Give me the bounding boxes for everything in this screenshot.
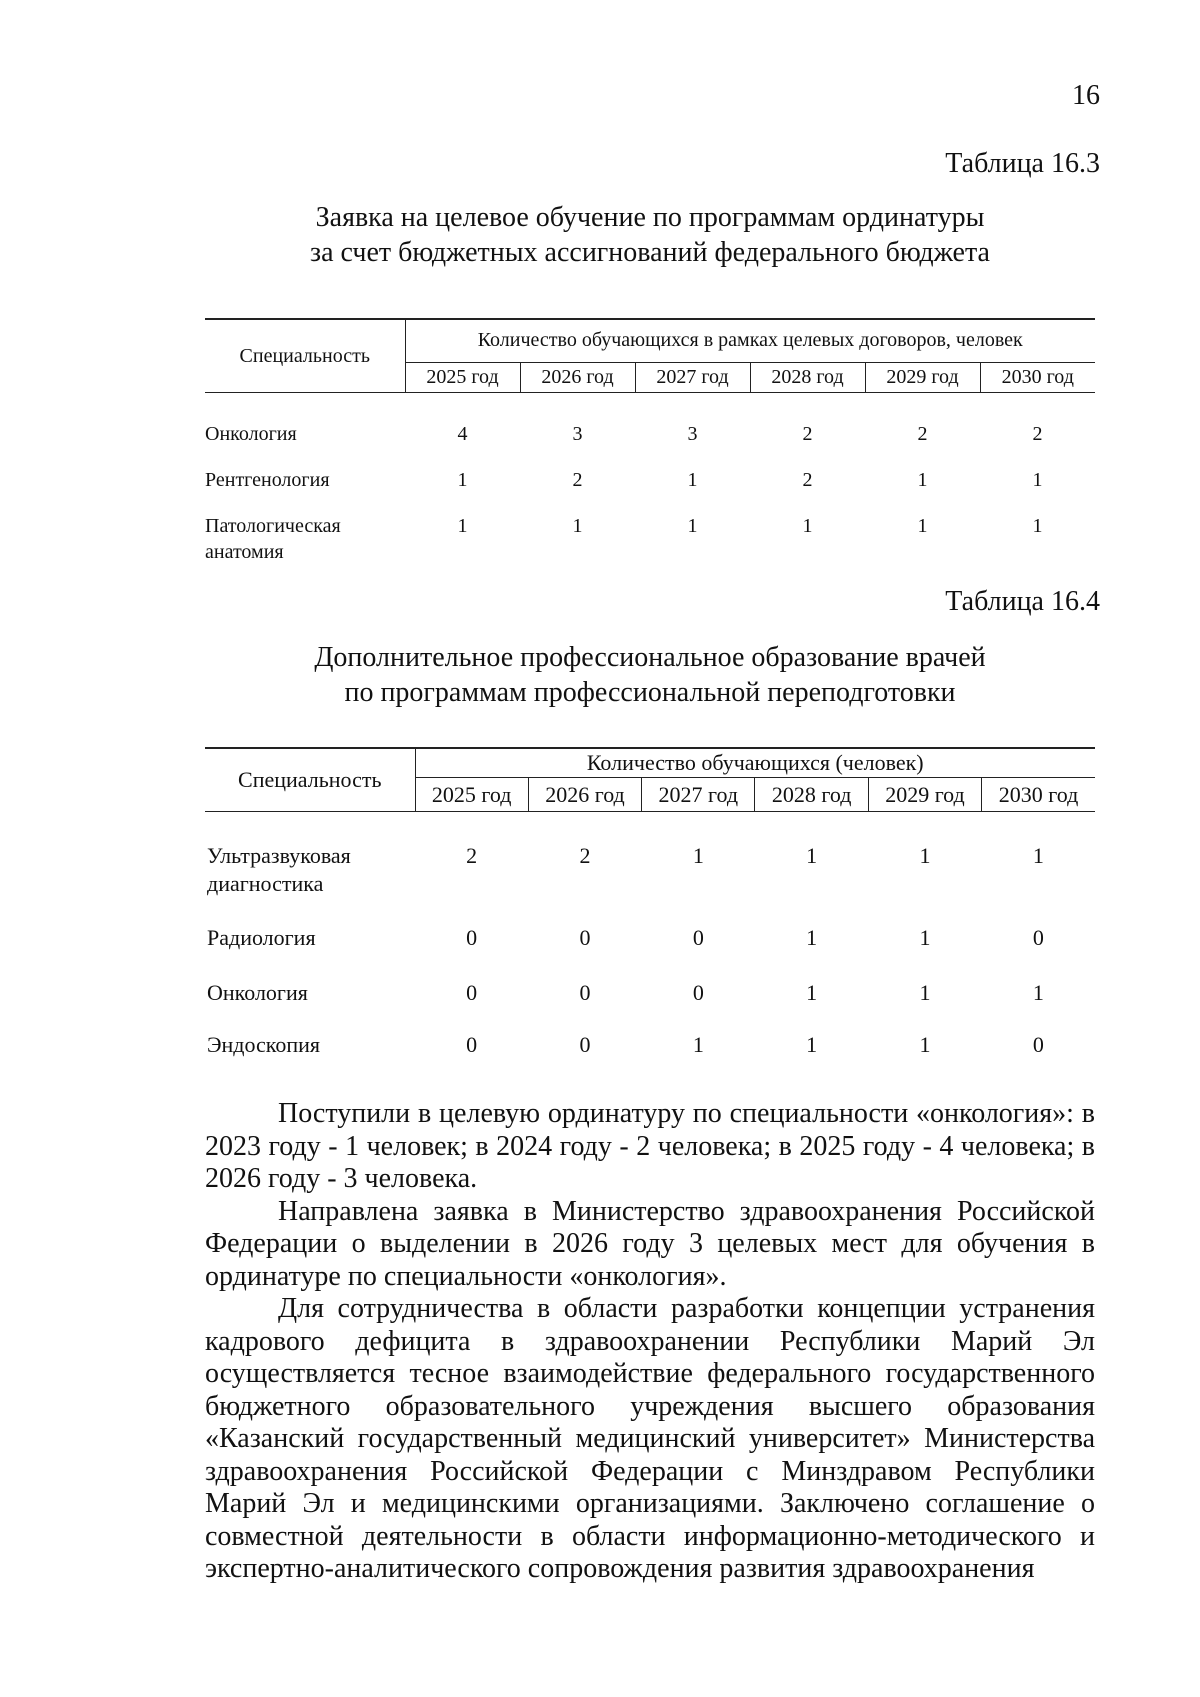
column-header-specialty: Специальность: [205, 319, 405, 393]
row-specialty: Онкология: [205, 423, 297, 445]
page-number: 16: [1072, 80, 1100, 111]
cell-value: 0: [466, 980, 478, 1005]
cell-value: 2: [572, 469, 583, 491]
cell-value: 1: [806, 843, 818, 868]
column-header-year: 2025 год: [415, 778, 528, 812]
cell-value: 3: [572, 423, 583, 445]
column-header-year: 2030 год: [982, 778, 1095, 812]
table-row: [205, 924, 1095, 979]
cell-value: 0: [692, 925, 704, 950]
cell-value: 1: [1032, 980, 1044, 1005]
body-text: [205, 1098, 1095, 1586]
cell-value: 1: [919, 925, 931, 950]
row-specialty: Ультразвуковая диагностика: [207, 843, 351, 896]
column-header-year: 2028 год: [755, 778, 868, 812]
cell-value: 1: [687, 515, 698, 537]
row-specialty: Радиология: [207, 925, 316, 950]
table-title-line: Заявка на целевое обучение по программам ординатуры: [315, 202, 985, 233]
table-16-4: [205, 747, 1095, 1071]
cell-value: 1: [806, 980, 818, 1005]
cell-value: 0: [579, 1032, 591, 1057]
cell-value: 2: [579, 843, 591, 868]
cell-value: 1: [806, 925, 818, 950]
cell-value: 0: [579, 980, 591, 1005]
cell-value: 0: [692, 980, 704, 1005]
table-title: [205, 200, 1095, 270]
cell-value: 2: [917, 423, 928, 445]
cell-value: 1: [802, 515, 813, 537]
paragraph: Поступили в целевую ординатуру по специальности «онкология»: в 2023 году - 1 человек; в 2024 году - 2 человека; в 2025 году - 4 человека; в 2026 году - 3 человека.: [205, 1098, 1095, 1194]
table-caption: Таблица 16.4: [945, 586, 1100, 617]
column-header-year: 2028 год: [750, 362, 865, 392]
cell-value: 1: [917, 515, 928, 537]
cell-value: 0: [466, 1032, 478, 1057]
table-row: [205, 507, 1095, 565]
row-specialty: Патологическая анатомия: [205, 515, 341, 563]
table-title-line: по программам профессиональной переподготовки: [344, 677, 956, 708]
cell-value: 0: [466, 925, 478, 950]
table-row: [205, 842, 1095, 924]
table-row: [205, 461, 1095, 507]
table-title-line: за счет бюджетных ассигнований федерального бюджета: [310, 237, 990, 268]
cell-value: 1: [687, 469, 698, 491]
cell-value: 1: [457, 469, 468, 491]
paragraph: Для сотрудничества в области разработки концепции устранения кадрового дефицита в здравоохранении Республики Марий Эл осуществляется тесное взаимодействие федерального государственного бюджетного образовательного учреждения высшего образования «Казанский государственный медицинский университет» Министерства здравоохранения Российской Федерации с Минздравом Республики Марий Эл и медицинскими организациями. Заключено соглашение о совместной деятельности в области информационно-методического и экспертно-аналитического сопровождения развития здравоохранения: [205, 1293, 1095, 1584]
cell-value: 1: [572, 515, 583, 537]
cell-value: 4: [457, 423, 468, 445]
cell-value: 2: [466, 843, 478, 868]
cell-value: 1: [917, 469, 928, 491]
cell-value: 1: [457, 515, 468, 537]
column-group-header: Количество обучающихся в рамках целевых договоров, человек: [405, 319, 1095, 362]
table-row: [205, 1031, 1095, 1071]
column-header-year: 2026 год: [520, 362, 635, 392]
cell-value: 2: [802, 469, 813, 491]
cell-value: 2: [802, 423, 813, 445]
column-header-year: 2030 год: [980, 362, 1095, 392]
column-header-year: 2029 год: [868, 778, 981, 812]
column-header-year: 2027 год: [642, 778, 755, 812]
table-row: [205, 415, 1095, 461]
cell-value: 1: [1032, 843, 1044, 868]
cell-value: 3: [687, 423, 698, 445]
column-header-specialty: Специальность: [205, 748, 415, 812]
paragraph: Направлена заявка в Министерство здравоохранения Российской Федерации о выделении в 2026 году 3 целевых мест для обучения в ординатуре по специальности «онкология».: [205, 1195, 1095, 1292]
cell-value: 1: [692, 843, 704, 868]
row-specialty: Рентгенология: [205, 469, 330, 491]
table-caption: Таблица 16.3: [945, 148, 1100, 179]
table-row: [205, 979, 1095, 1031]
cell-value: 0: [1032, 925, 1044, 950]
cell-value: 0: [579, 925, 591, 950]
table-title-line: Дополнительное профессиональное образование врачей: [314, 642, 986, 673]
cell-value: 1: [806, 1032, 818, 1057]
cell-value: 1: [1032, 515, 1043, 537]
cell-value: 1: [919, 843, 931, 868]
column-header-year: 2025 год: [405, 362, 520, 392]
cell-value: 1: [692, 1032, 704, 1057]
column-header-year: 2029 год: [865, 362, 980, 392]
cell-value: 1: [919, 980, 931, 1005]
row-specialty: Онкология: [207, 980, 308, 1005]
row-specialty: Эндоскопия: [207, 1032, 321, 1057]
cell-value: 1: [919, 1032, 931, 1057]
column-group-header: Количество обучающихся (человек): [415, 748, 1095, 778]
table-title: [205, 640, 1095, 710]
cell-value: 1: [1032, 469, 1043, 491]
column-header-year: 2027 год: [635, 362, 750, 392]
cell-value: 2: [1032, 423, 1043, 445]
column-header-year: 2026 год: [528, 778, 641, 812]
table-16-3: [205, 318, 1095, 565]
cell-value: 0: [1032, 1032, 1044, 1057]
